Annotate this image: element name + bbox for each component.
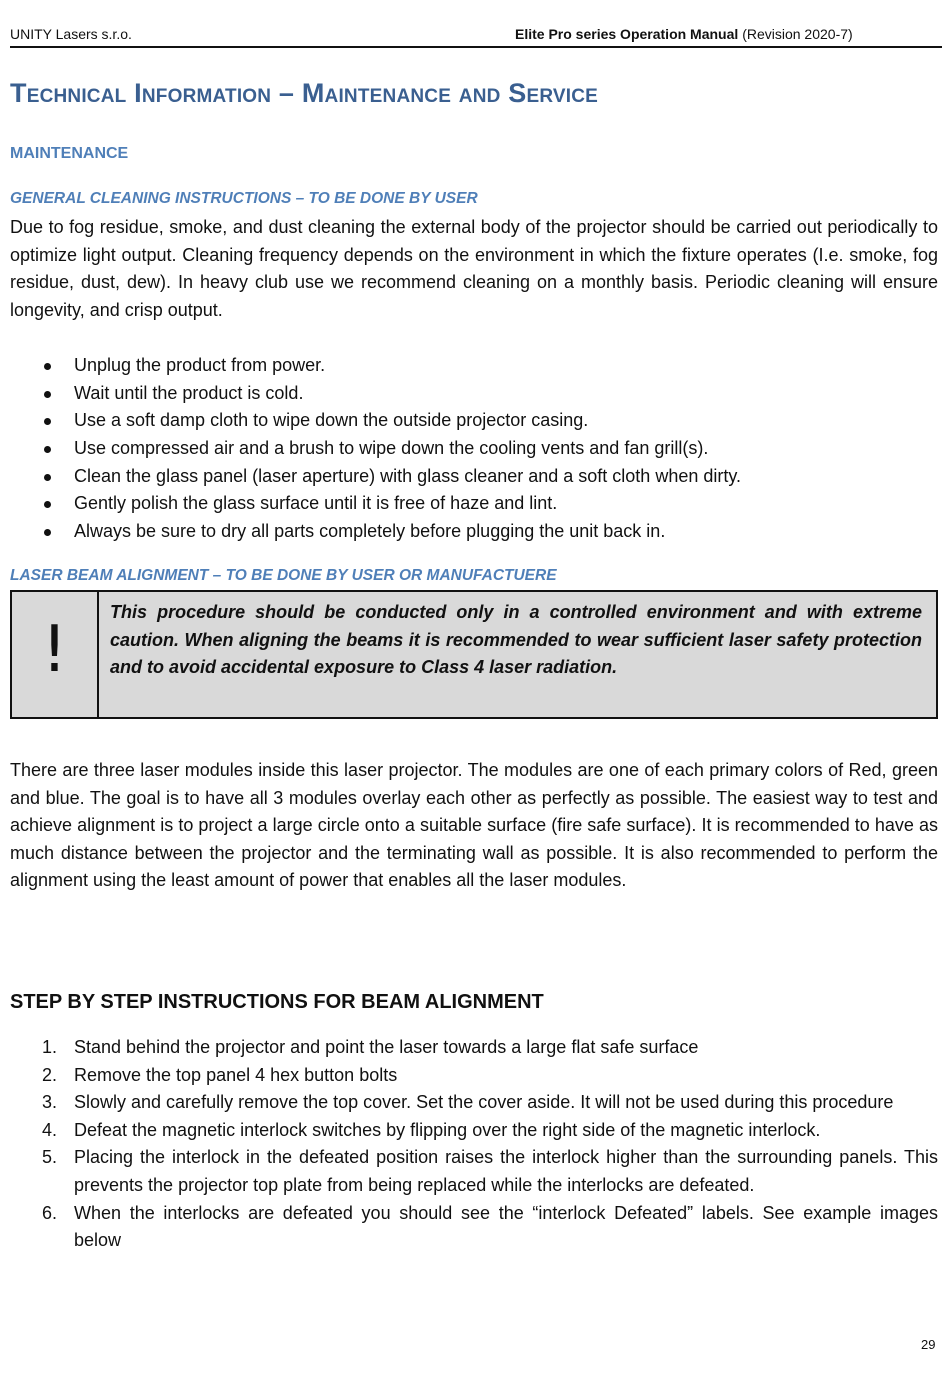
- list-item: [10, 1117, 938, 1145]
- step-number: 2.: [42, 1064, 58, 1085]
- list-item: [10, 1062, 938, 1090]
- list-item: [10, 1200, 938, 1255]
- bullet-icon: [44, 391, 51, 398]
- page-header: [10, 26, 942, 48]
- list-item: [10, 1144, 938, 1199]
- maintenance-heading: MAINTENANCE: [10, 145, 129, 162]
- list-item: [10, 1089, 938, 1117]
- bullet-icon: [44, 501, 51, 508]
- bullet-icon: [44, 418, 51, 425]
- header-manual-name: Elite Pro series Operation Manual: [515, 26, 739, 42]
- bullet-icon: [44, 446, 51, 453]
- list-item: [10, 490, 930, 518]
- list-item: [10, 518, 930, 546]
- header-manual-title: [515, 26, 853, 42]
- list-item-text: Use compressed air and a brush to wipe down the cooling vents and fan grill(s).: [74, 438, 709, 459]
- exclamation-icon: !: [41, 613, 68, 687]
- list-item: [10, 463, 930, 491]
- step-text: Placing the interlock in the defeated position raises the interlock higher than the surrounding panels. This prevents the projector top plate from being replaced while the interlocks are defeated.: [74, 1147, 938, 1195]
- bullet-icon: [44, 529, 51, 536]
- cleaning-bullet-list: [10, 352, 930, 546]
- list-item-text: Gently polish the glass surface until it is free of haze and lint.: [74, 493, 558, 514]
- steps-heading: STEP BY STEP INSTRUCTIONS FOR BEAM ALIGNMENT: [10, 991, 544, 1013]
- list-item-text: Clean the glass panel (laser aperture) with glass cleaner and a soft cloth when dirty.: [74, 465, 742, 486]
- alignment-paragraph: There are three laser modules inside this laser projector. The modules are one of each primary colors of Red, green and blue. The goal is to have all 3 modules overlay each other as perfectly as possible. The easiest way to test and achieve alignment is to project a large circle onto a suitable surface (fire safe surface). It is recommended to have as much distance between the projector and the terminating wall as possible. It is also recommended to perform the alignment using the least amount of power that enables all the laser modules.: [10, 760, 938, 891]
- header-revision: (Revision 2020-7): [742, 26, 853, 42]
- step-text: Remove the top panel 4 hex button bolts: [74, 1064, 398, 1085]
- warning-symbol-cell: [12, 592, 99, 717]
- step-number: 1.: [42, 1037, 58, 1057]
- list-item: [10, 352, 930, 380]
- step-text: Stand behind the projector and point the laser towards a large flat safe surface: [74, 1037, 699, 1057]
- list-item: [10, 435, 930, 463]
- step-text: When the interlocks are defeated you should see the “interlock Defeated” labels. See example images below: [74, 1202, 938, 1251]
- step-number: 5.: [42, 1147, 58, 1168]
- steps-list: [10, 1034, 938, 1255]
- warning-box: [10, 590, 938, 719]
- warning-text: This procedure should be conducted only in a controlled environment and with extreme caution. When aligning the beams it is recommended to wear sufficient laser safety protection and to avoid accidental exposure to Class 4 laser radiation.: [110, 602, 922, 678]
- list-item-text: Unplug the product from power.: [74, 355, 326, 375]
- bullet-icon: [44, 474, 51, 481]
- list-item-text: Wait until the product is cold.: [74, 382, 304, 403]
- page-title: Technical Information – Maintenance and Service: [10, 78, 599, 108]
- step-number: 3.: [42, 1092, 58, 1113]
- cleaning-paragraph: Due to fog residue, smoke, and dust cleaning the external body of the projector should be carried out periodically to optimize light output. Cleaning frequency depends on the environment in which the fixture operates (I.e. smoke, fog residue, dust, dew). In heavy club use we recommend cleaning on a monthly basis. Periodic cleaning will ensure longevity, and crisp output.: [10, 217, 938, 320]
- step-text: Defeat the magnetic interlock switches by flipping over the right side of the magnetic interlock.: [74, 1119, 821, 1140]
- list-item: [10, 407, 930, 435]
- list-item: [10, 380, 930, 408]
- list-item-text: Always be sure to dry all parts completely before plugging the unit back in.: [74, 521, 666, 542]
- list-item-text: Use a soft damp cloth to wipe down the outside projector casing.: [74, 410, 589, 431]
- header-company: UNITY Lasers s.r.o.: [10, 26, 132, 42]
- page-number: 29: [921, 1337, 936, 1352]
- cleaning-heading: GENERAL CLEANING INSTRUCTIONS – TO BE DONE BY USER: [10, 190, 478, 207]
- step-number: 6.: [42, 1202, 58, 1223]
- step-number: 4.: [42, 1119, 58, 1140]
- alignment-heading: LASER BEAM ALIGNMENT – TO BE DONE BY USER OR MANUFACTUERE: [10, 567, 557, 584]
- step-text: Slowly and carefully remove the top cover. Set the cover aside. It will not be used during this procedure: [74, 1092, 894, 1113]
- bullet-icon: [44, 363, 51, 370]
- list-item: [10, 1034, 938, 1062]
